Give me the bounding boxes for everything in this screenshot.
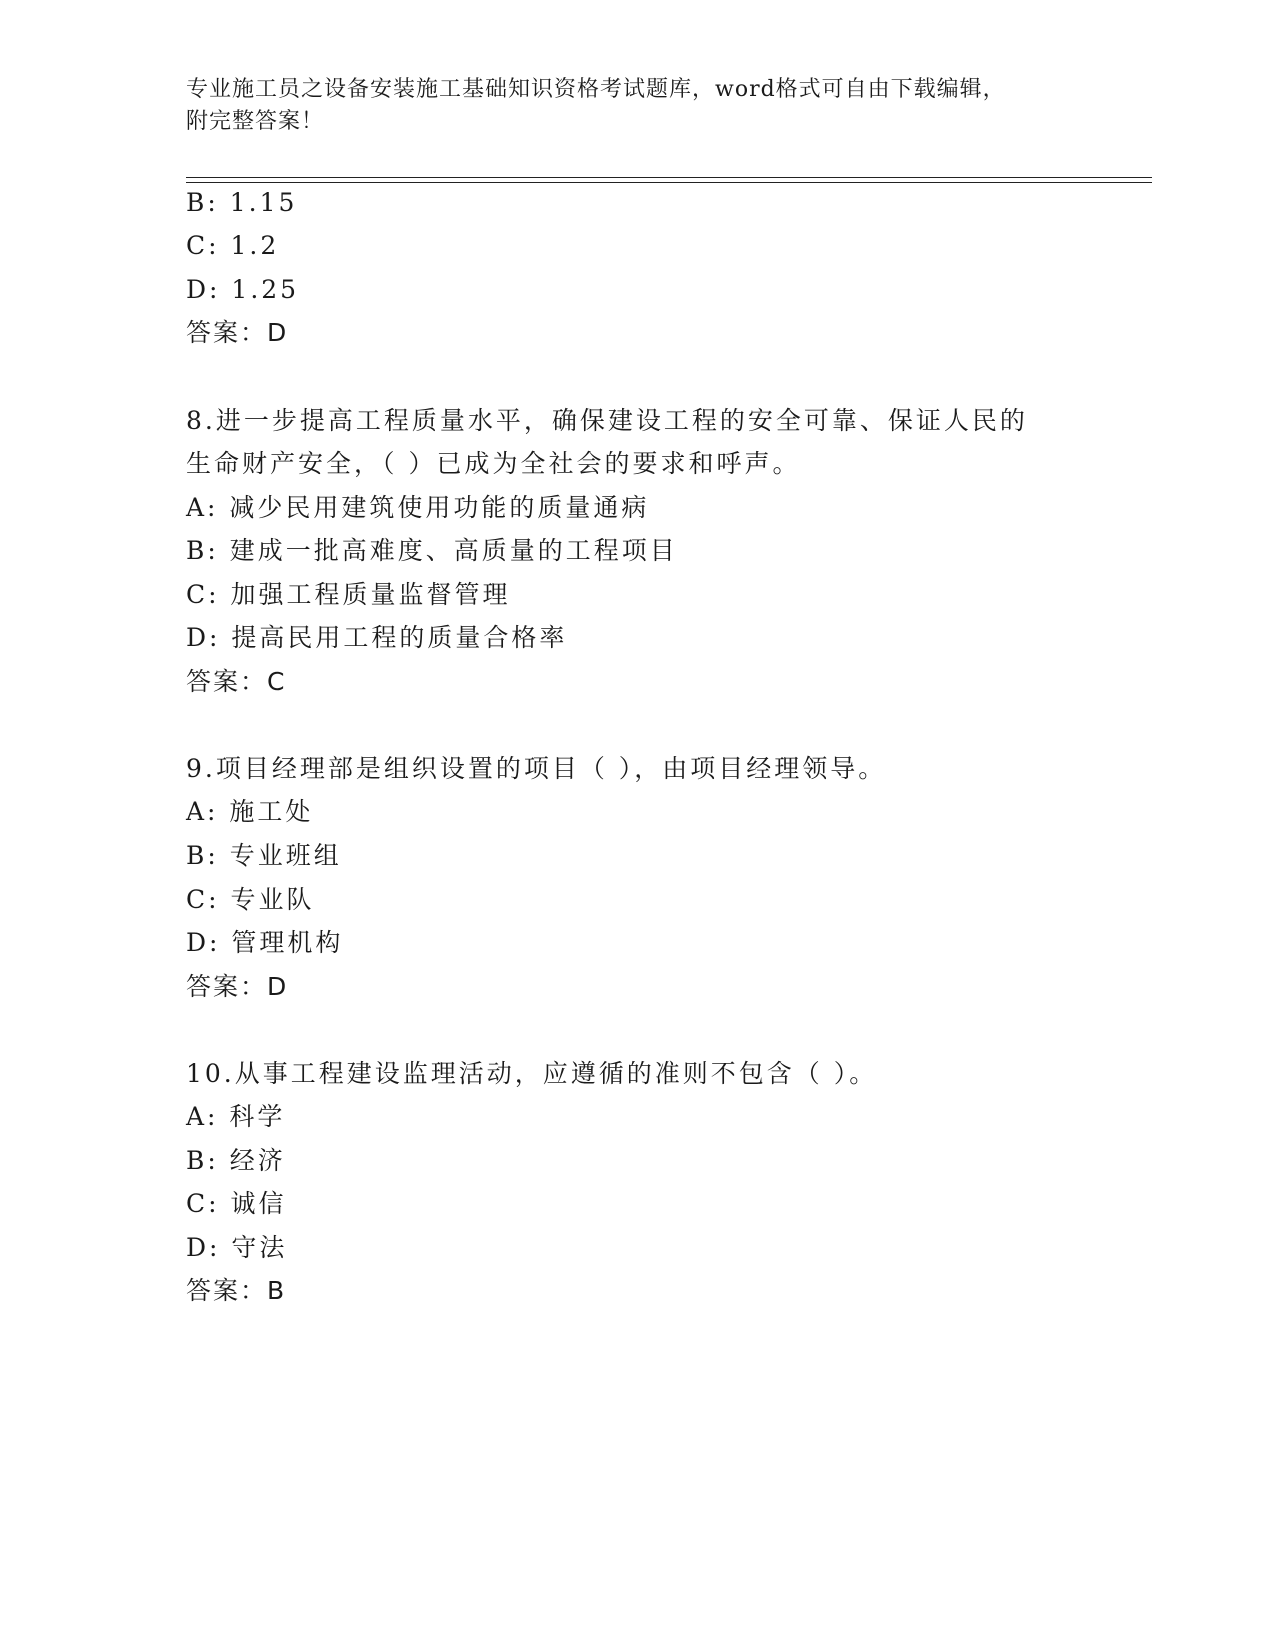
question-9-stem: 9.项目经理部是组织设置的项目（ ），由项目经理领导。	[186, 754, 887, 783]
question-10-stem: 10.从事工程建设监理活动，应遵循的准则不包含（ ）。	[186, 1059, 878, 1088]
question-10-option-a: A: 科学	[186, 1102, 286, 1131]
question-9-option-b: B: 专业班组	[186, 841, 342, 870]
question-8-answer: 答案：C	[186, 667, 287, 696]
question-8-option-d: D: 提高民用工程的质量合格率	[186, 623, 568, 652]
question-8-option-c: C: 加强工程质量监督管理	[186, 580, 511, 609]
question-10-option-c: C: 诚信	[186, 1189, 287, 1218]
option-d: D: 1.25	[186, 275, 300, 304]
question-9-option-d: D: 管理机构	[186, 928, 344, 957]
header-divider-bottom	[186, 182, 1152, 183]
answer-text: 答案：D	[186, 318, 289, 347]
document-header	[186, 74, 1086, 138]
question-9-option-a: A: 施工处	[186, 797, 314, 826]
question-8-stem-line-1: 8.进一步提高工程质量水平，确保建设工程的安全可靠、保证人民的	[186, 406, 1028, 435]
question-10-option-b: B: 经济	[186, 1146, 286, 1175]
question-8-option-a: A: 减少民用建筑使用功能的质量通病	[186, 493, 650, 522]
option-b: B: 1.15	[186, 188, 298, 217]
header-line-2: 附完整答案！	[186, 109, 325, 134]
question-9-answer: 答案：D	[186, 972, 289, 1001]
question-10-option-d: D: 守法	[186, 1233, 288, 1262]
question-8-option-b: B: 建成一批高难度、高质量的工程项目	[186, 536, 678, 565]
question-10-answer: 答案：B	[186, 1276, 287, 1305]
question-9-option-c: C: 专业队	[186, 885, 315, 914]
option-c: C: 1.2	[186, 231, 280, 260]
question-8-stem-line-2: 生命财产安全，（ ）已成为全社会的要求和呼声。	[186, 449, 801, 478]
header-line-1: 专业施工员之设备安装施工基础知识资格考试题库，word格式可自由下载编辑，	[186, 77, 1006, 102]
header-divider-top	[186, 177, 1152, 178]
